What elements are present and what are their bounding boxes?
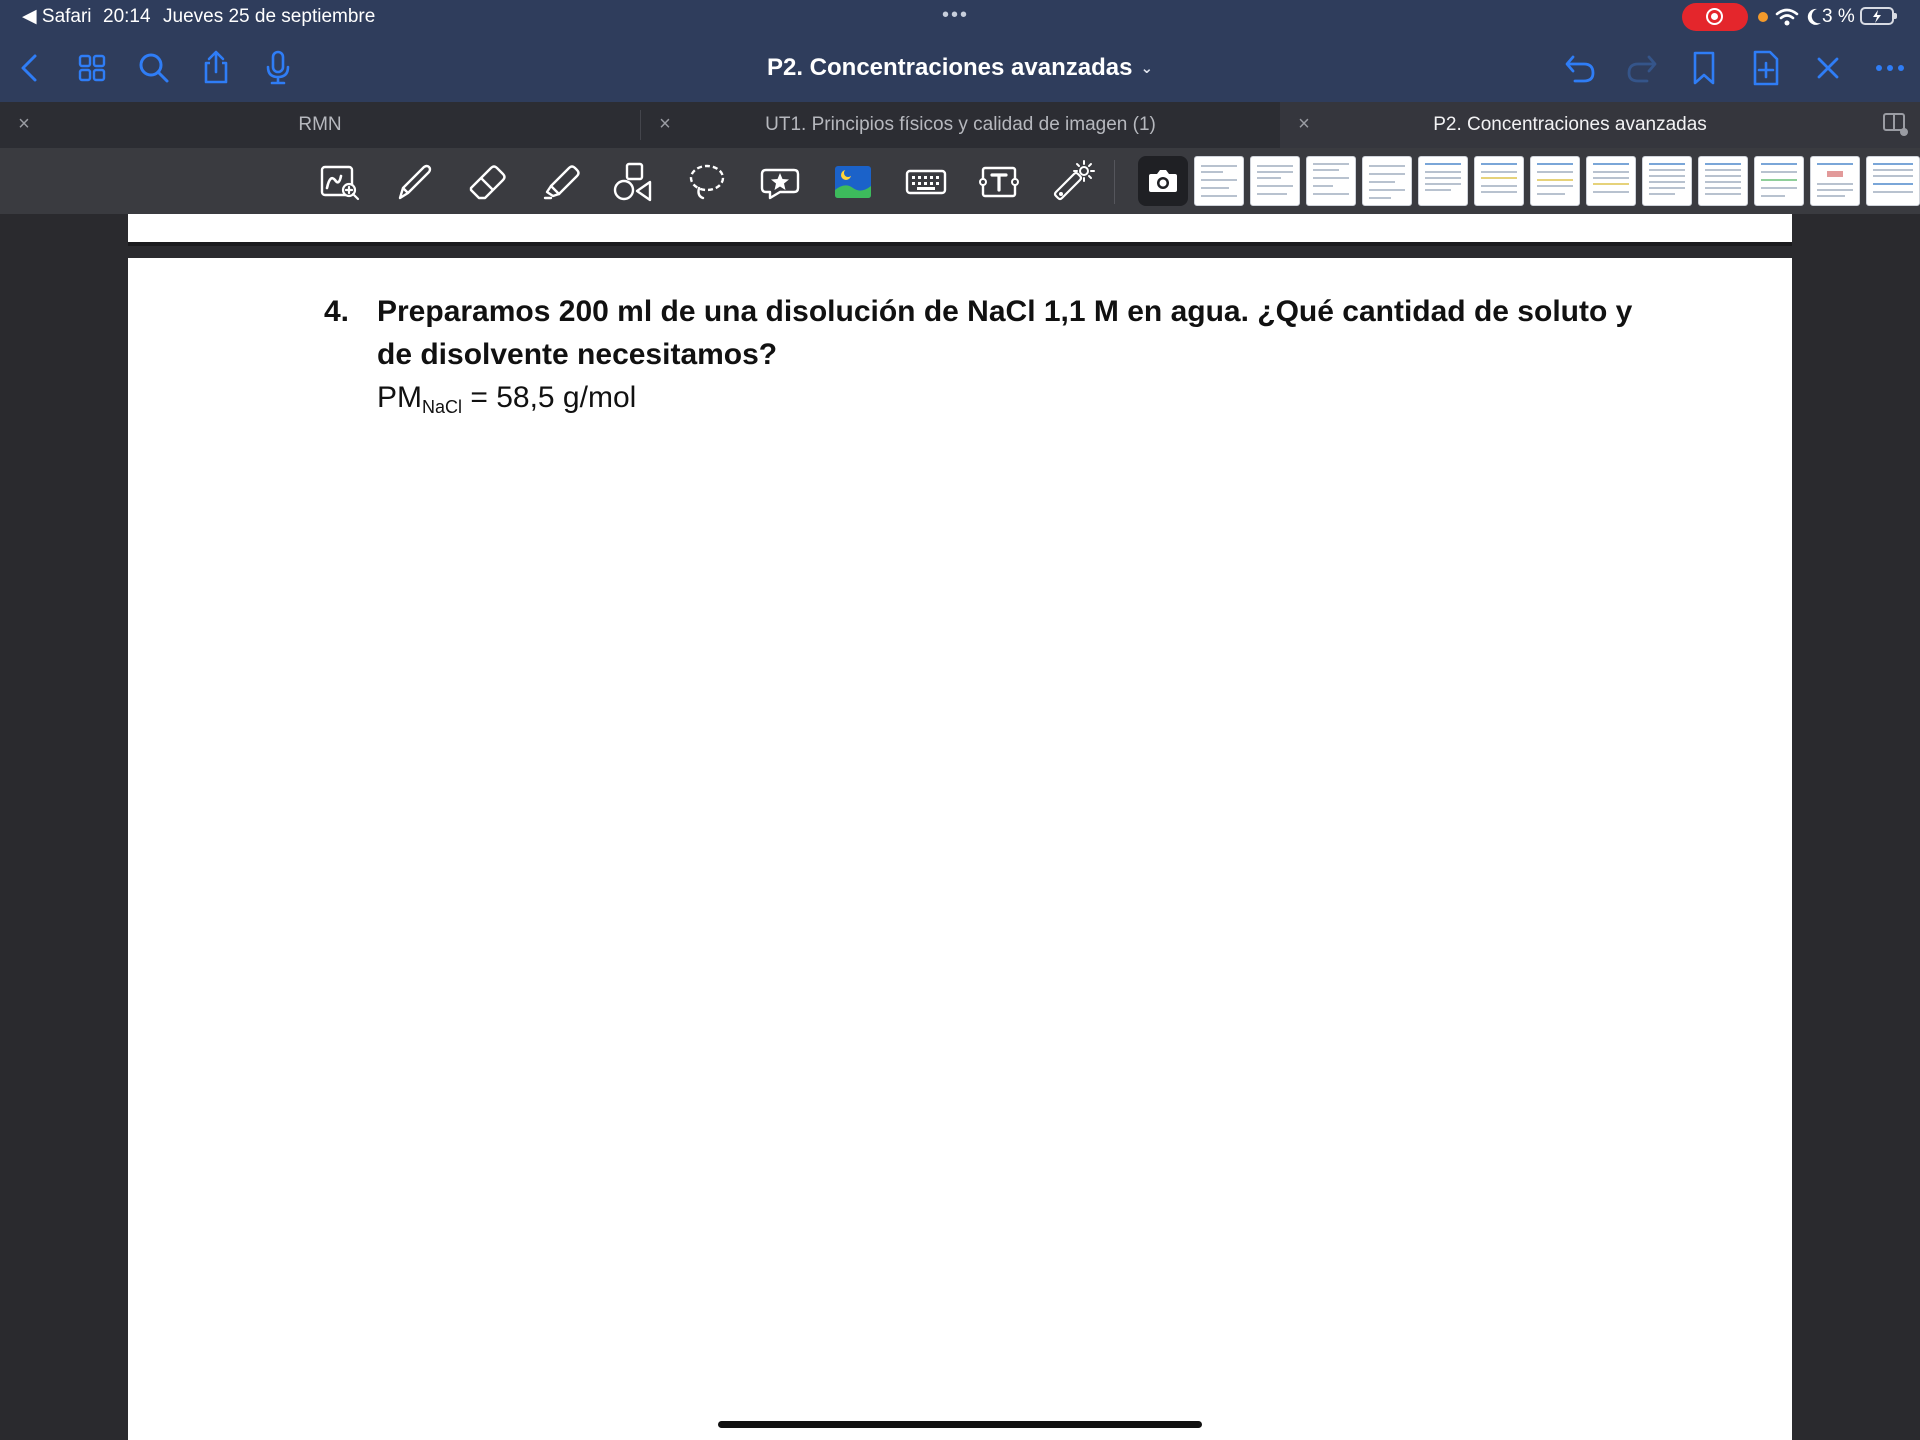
wifi-icon <box>1775 7 1799 27</box>
previous-page[interactable] <box>128 214 1792 246</box>
more-button[interactable] <box>1870 48 1910 88</box>
multitasking-dots[interactable]: ••• <box>942 4 970 26</box>
home-indicator[interactable] <box>718 1421 1202 1428</box>
add-page-icon <box>1746 48 1786 88</box>
eraser-icon <box>463 158 511 206</box>
toolbar-divider <box>1114 160 1115 204</box>
image-tool[interactable] <box>829 158 877 206</box>
lasso-tool[interactable] <box>683 158 731 206</box>
page-thumbnail[interactable] <box>1474 156 1524 206</box>
page-thumbnail[interactable] <box>1362 156 1412 206</box>
laser-pointer-tool[interactable] <box>1048 158 1096 206</box>
tab-label: P2. Concentraciones avanzadas <box>1433 114 1707 135</box>
text-box-tool[interactable] <box>975 158 1023 206</box>
close-icon <box>1808 48 1848 88</box>
page-thumbnail[interactable] <box>1698 156 1748 206</box>
molar-mass-subscript: NaCl <box>422 397 463 417</box>
bookmark-icon <box>1684 48 1724 88</box>
molar-mass-line <box>377 378 636 427</box>
page-thumbnail[interactable] <box>1866 156 1920 206</box>
battery-percentage: 3 % <box>1822 6 1855 27</box>
page-thumbnail[interactable] <box>1810 156 1860 206</box>
laser-pointer-icon <box>1048 158 1096 206</box>
undo-icon <box>1560 48 1600 88</box>
close-tab-icon[interactable]: × <box>18 113 30 135</box>
page-thumbnail[interactable] <box>1754 156 1804 206</box>
camera-icon <box>1138 156 1188 206</box>
share-icon <box>196 48 236 88</box>
eraser-tool[interactable] <box>463 158 511 206</box>
search-icon <box>134 48 174 88</box>
back-button[interactable] <box>10 48 50 88</box>
molar-mass-value: = 58,5 g/mol <box>462 381 637 414</box>
microphone-icon <box>258 48 298 88</box>
chevron-left-icon <box>10 48 50 88</box>
status-time: 20:14 <box>103 6 151 27</box>
document-title[interactable] <box>700 49 1220 88</box>
page-thumbnail[interactable] <box>1250 156 1300 206</box>
highlighter-icon <box>537 158 585 206</box>
mic-in-use-dot <box>1758 12 1768 22</box>
microphone-button[interactable] <box>258 48 298 88</box>
pen-tool[interactable] <box>390 158 438 206</box>
lasso-icon <box>683 158 731 206</box>
redo-icon <box>1622 48 1662 88</box>
grid-icon <box>72 48 112 88</box>
keyboard-tool[interactable] <box>902 158 950 206</box>
page-thumbnail[interactable] <box>1306 156 1356 206</box>
molar-mass-prefix: PM <box>377 381 422 414</box>
grid-view-button[interactable] <box>72 48 112 88</box>
page-thumbnail[interactable] <box>1530 156 1580 206</box>
question-text: Preparamos 200 ml de una disolución de NaCl 1,1 M en agua. ¿Qué cantidad de soluto y de disolvente necesitamos? <box>377 295 1633 371</box>
share-button[interactable] <box>196 48 236 88</box>
text-box-icon <box>975 158 1023 206</box>
camera-button[interactable] <box>1138 156 1188 206</box>
close-tab-icon[interactable]: × <box>659 113 671 135</box>
tab-ut1[interactable] <box>641 102 1280 148</box>
page-thumbnail[interactable] <box>1194 156 1244 206</box>
redo-button[interactable] <box>1622 48 1662 88</box>
ellipsis-icon <box>1870 48 1910 88</box>
pen-icon <box>390 158 438 206</box>
tab-p2-active[interactable] <box>1280 102 1920 148</box>
close-tab-icon[interactable]: × <box>1298 113 1310 135</box>
page-thumbnail[interactable] <box>1418 156 1468 206</box>
sticker-star-icon <box>756 158 804 206</box>
battery-icon <box>1860 7 1894 25</box>
page-thumbnail[interactable] <box>1642 156 1692 206</box>
status-date: Jueves 25 de septiembre <box>163 6 376 27</box>
shapes-tool[interactable] <box>610 158 658 206</box>
zoom-window-tool[interactable] <box>316 158 364 206</box>
pdf-page[interactable] <box>128 258 1792 1440</box>
split-view-icon[interactable] <box>1882 112 1910 138</box>
screen-recording-indicator[interactable] <box>1682 3 1748 31</box>
tab-label: RMN <box>298 114 342 135</box>
search-button[interactable] <box>134 48 174 88</box>
document-title-text: P2. Concentraciones avanzadas <box>766 54 1133 81</box>
bookmark-button[interactable] <box>1684 48 1724 88</box>
tab-label: UT1. Principios físicos y calidad de imagen (1) <box>765 114 1156 135</box>
close-editing-button[interactable] <box>1808 48 1848 88</box>
undo-button[interactable] <box>1560 48 1600 88</box>
moon-icon <box>1805 7 1823 27</box>
shapes-icon <box>610 158 658 206</box>
page-thumbnail[interactable] <box>1586 156 1636 206</box>
back-to-safari-link[interactable]: ◀ Safari <box>22 6 92 27</box>
question-number: 4. <box>324 295 350 328</box>
image-icon <box>829 158 877 206</box>
highlighter-tool[interactable] <box>537 158 585 206</box>
sticker-tool[interactable] <box>756 158 804 206</box>
keyboard-icon <box>902 158 950 206</box>
tab-rmn[interactable] <box>0 102 640 148</box>
zoom-window-icon <box>316 158 364 206</box>
chevron-down-icon: ⌄ <box>1140 59 1154 77</box>
add-page-button[interactable] <box>1746 48 1786 88</box>
